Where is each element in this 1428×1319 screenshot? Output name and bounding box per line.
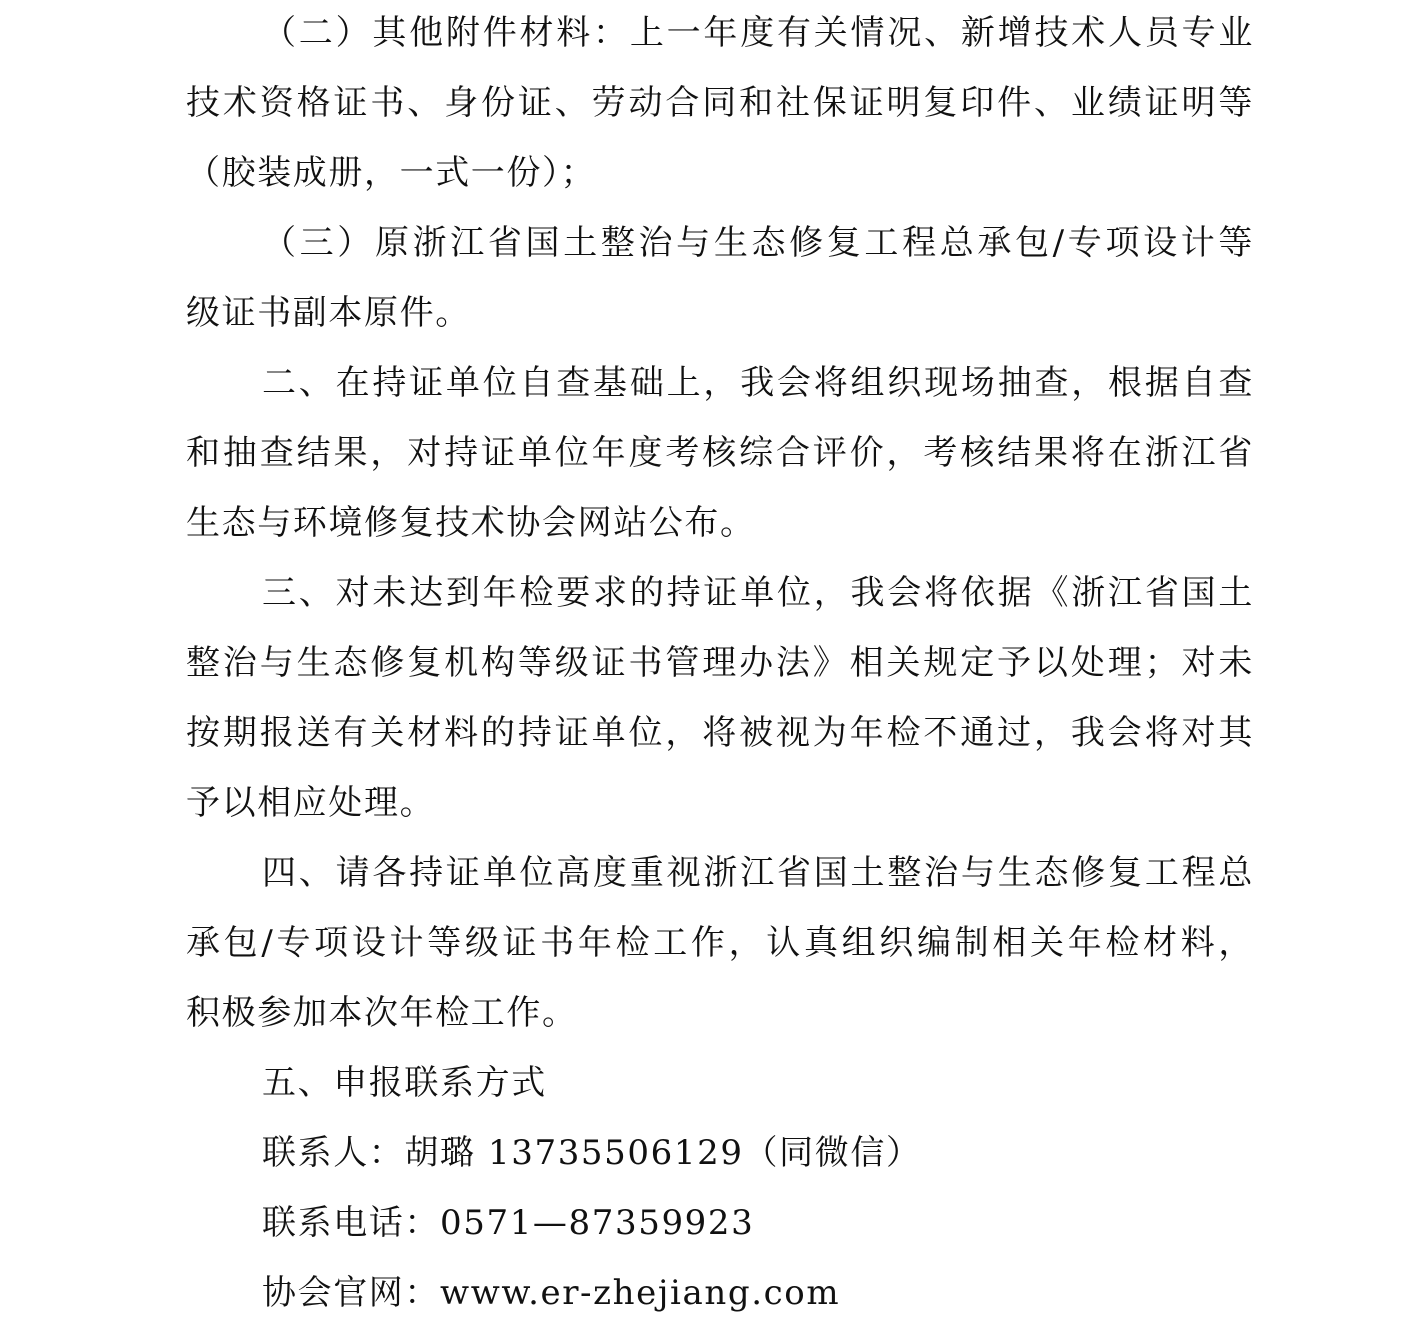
paragraph-attachments-line-2: 技术资格证书、身份证、劳动合同和社保证明复印件、业绩证明等 bbox=[186, 83, 1254, 123]
paragraph-certificate-line-2: 级证书副本原件。 bbox=[186, 293, 471, 333]
section-two-line-3: 生态与环境修复技术协会网站公布。 bbox=[186, 503, 756, 543]
paragraph-certificate-line-1: （三）原浙江省国土整治与生态修复工程总承包/专项设计等 bbox=[262, 223, 1254, 263]
section-five-heading: 五、申报联系方式 bbox=[262, 1063, 547, 1103]
paragraph-attachments-line-3: （胶装成册，一式一份）； bbox=[186, 153, 597, 193]
section-three-line-2: 整治与生态修复机构等级证书管理办法》相关规定予以处理；对未 bbox=[186, 643, 1254, 683]
section-three-line-1: 三、对未达到年检要求的持证单位，我会将依据《浙江省国土 bbox=[262, 573, 1254, 613]
section-four-line-3: 积极参加本次年检工作。 bbox=[186, 993, 578, 1033]
paragraph-attachments-line-1: （二）其他附件材料：上一年度有关情况、新增技术人员专业 bbox=[262, 13, 1254, 53]
section-four-line-1: 四、请各持证单位高度重视浙江省国土整治与生态修复工程总 bbox=[262, 853, 1254, 893]
contact-phone: 联系电话：0571—87359923 bbox=[262, 1203, 755, 1243]
association-website: 协会官网：www.er-zhejiang.com bbox=[262, 1273, 841, 1313]
section-three-line-3: 按期报送有关材料的持证单位，将被视为年检不通过，我会将对其 bbox=[186, 713, 1254, 753]
section-two-line-2: 和抽查结果，对持证单位年度考核综合评价，考核结果将在浙江省 bbox=[186, 433, 1254, 473]
contact-person: 联系人：胡璐 13735506129（同微信） bbox=[262, 1133, 922, 1173]
section-three-line-4: 予以相应处理。 bbox=[186, 783, 436, 823]
section-four-line-2: 承包/专项设计等级证书年检工作，认真组织编制相关年检材料， bbox=[186, 923, 1254, 963]
section-two-line-1: 二、在持证单位自查基础上，我会将组织现场抽查，根据自查 bbox=[262, 363, 1254, 403]
